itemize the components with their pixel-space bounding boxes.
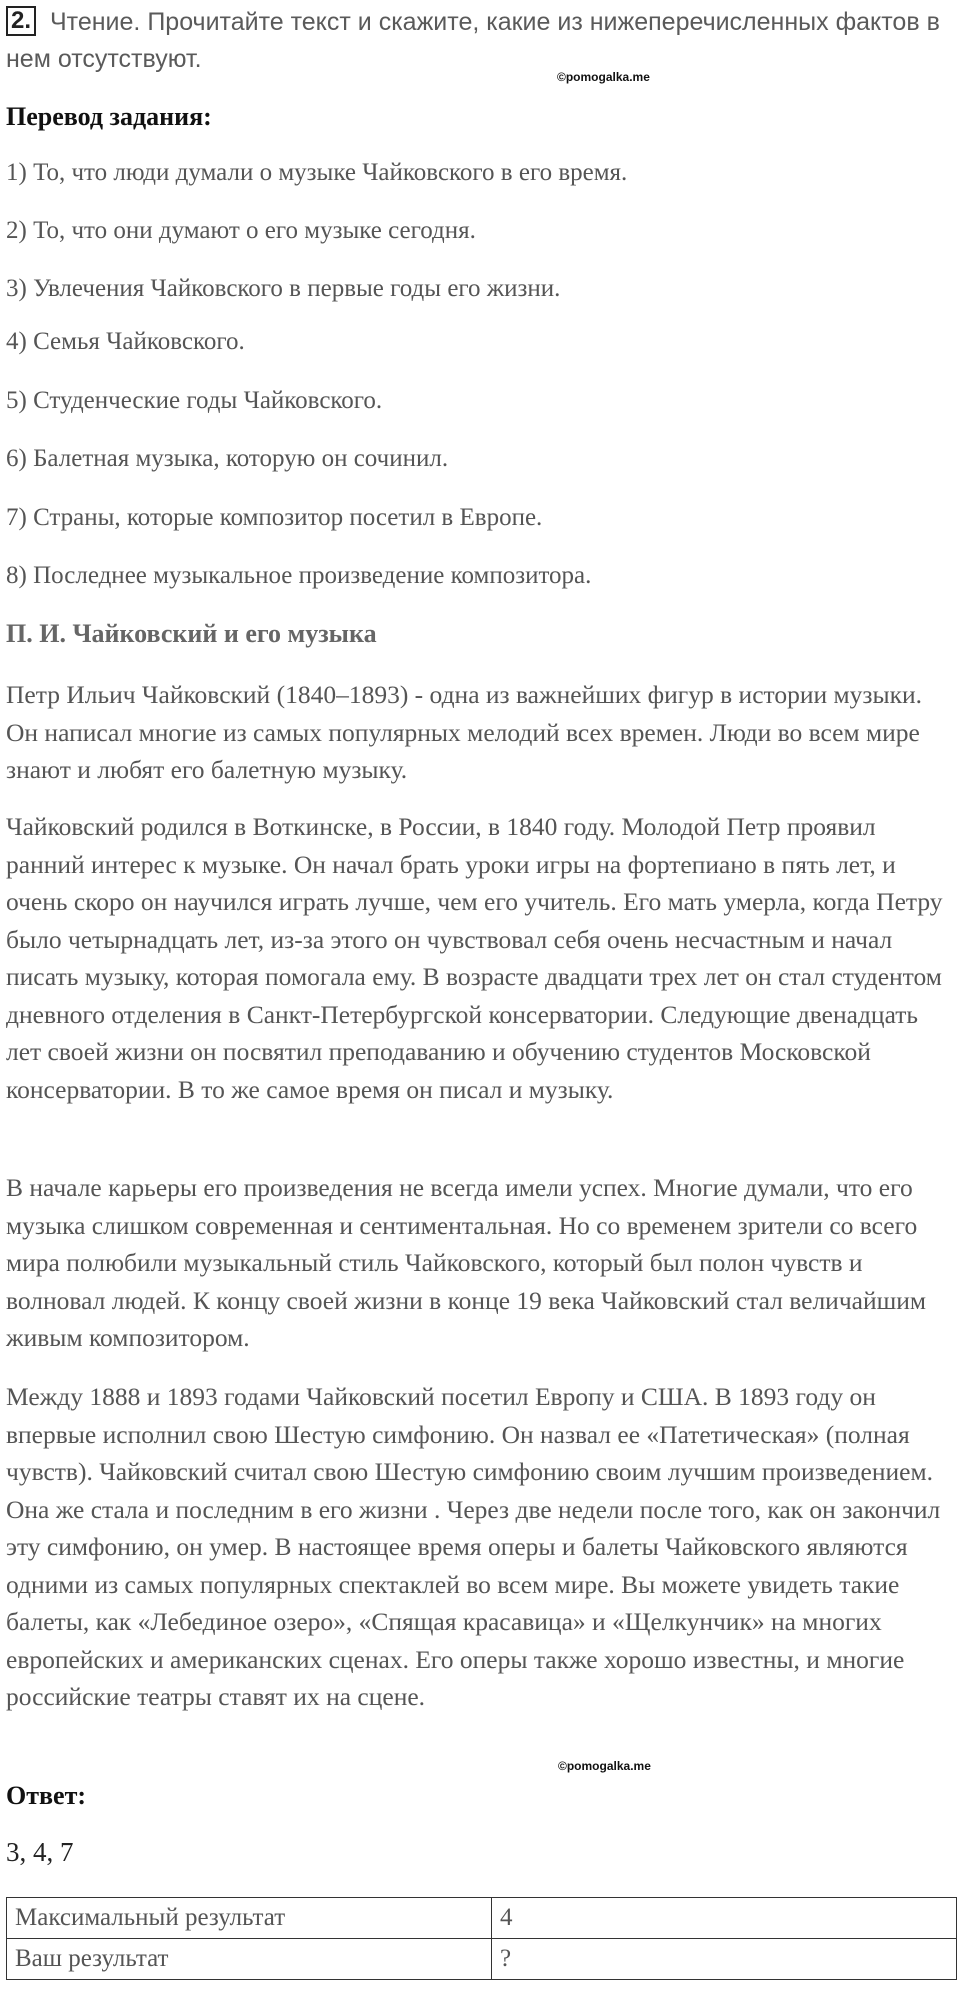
answer-heading: Ответ: (6, 1781, 87, 1810)
task-number: 2. (6, 6, 36, 36)
list-item: 6) Балетная музыка, которую он сочинил. (6, 445, 449, 472)
list-item: 1) То, что люди думали о музыке Чайковского в его время. (6, 159, 628, 186)
text-title: П. И. Чайковский и его музыка (6, 619, 377, 648)
list-item: 7) Страны, которые композитор посетил в Европе. (6, 504, 543, 531)
text-paragraph: Петр Ильич Чайковский (1840–1893) - одна из важнейших фигур в истории музыки. Он написал многие из самых популярных мелодий всех времен. Люди во всем мире знают и любят его балетную музыку. (6, 680, 922, 784)
list-item: 5) Студенческие годы Чайковского. (6, 387, 383, 414)
list-item: 4) Семья Чайковского. (6, 328, 245, 355)
answer-value: 3, 4, 7 (6, 1837, 74, 1867)
table-row (7, 1939, 957, 1980)
task-statement (6, 4, 946, 78)
table-cell-value: ? (492, 1939, 957, 1980)
table-cell-label: Ваш результат (7, 1939, 492, 1980)
table-row (7, 1898, 957, 1939)
text-paragraph: В начале карьеры его произведения не всегда имели успех. Многие думали, что его музыка слишком современная и сентиментальная. Но со временем зрители со всего мира полюбили музыкальный стиль Чайковского, который был полон чувств и волновал людей. К концу своей жизни в конце 19 века Чайковский стал величайшим живым композитором. (6, 1173, 927, 1352)
list-item: 3) Увлечения Чайковского в первые годы его жизни. (6, 275, 561, 302)
table-cell-value: 4 (492, 1898, 957, 1939)
list-item: 2) То, что они думают о его музыке сегодня. (6, 217, 476, 244)
text-paragraph: Чайковский родился в Воткинске, в России, в 1840 году. Молодой Петр проявил ранний интерес к музыке. Он начал брать уроки игры на фортепиано в пять лет, и очень скоро он научился играть лучше, чем его учитель. Его мать умерла, когда Петру было четырнадцать лет, из-за этого он чувствовал себя очень несчастным и начал писать музыку, которая помогала ему. В возрасте двадцати трех лет он стал студентом дневного отделения в Санкт-Петербургской консерватории. Следующие двенадцать лет своей жизни он посвятил преподаванию и обучению студентов Московской консерватории. В то же самое время он писал и музыку. (6, 812, 943, 1104)
translation-heading: Перевод задания: (6, 102, 212, 131)
text-paragraph: Между 1888 и 1893 годами Чайковский посетил Европу и США. В 1893 году он впервые исполнил свою Шестую симфонию. Он назвал ее «Патетическая» (полная чувств). Чайковский считал свою Шестую симфонию своим лучшим произведением. Она же стала и последним в его жизни . Через две недели после того, как он закончил эту симфонию, он умер. В настоящее время оперы и балеты Чайковского являются одними из самых популярных спектаклей во всем мире. Вы можете увидеть такие балеты, как «Лебединое озеро», «Спящая красавица» и «Щелкунчик» на многих европейских и американских сценах. Его оперы также хорошо известны, и многие российские театры ставят их на сцене. (6, 1382, 941, 1711)
watermark: ©pomogalka.me (557, 70, 650, 84)
watermark: ©pomogalka.me (558, 1759, 651, 1773)
table-cell-label: Максимальный результат (7, 1898, 492, 1939)
list-item: 8) Последнее музыкальное произведение композитора. (6, 562, 592, 589)
result-table (6, 1897, 957, 1980)
task-text: Чтение. Прочитайте текст и скажите, какие из нижеперечисленных фактов в нем отсутствуют. (6, 8, 940, 73)
